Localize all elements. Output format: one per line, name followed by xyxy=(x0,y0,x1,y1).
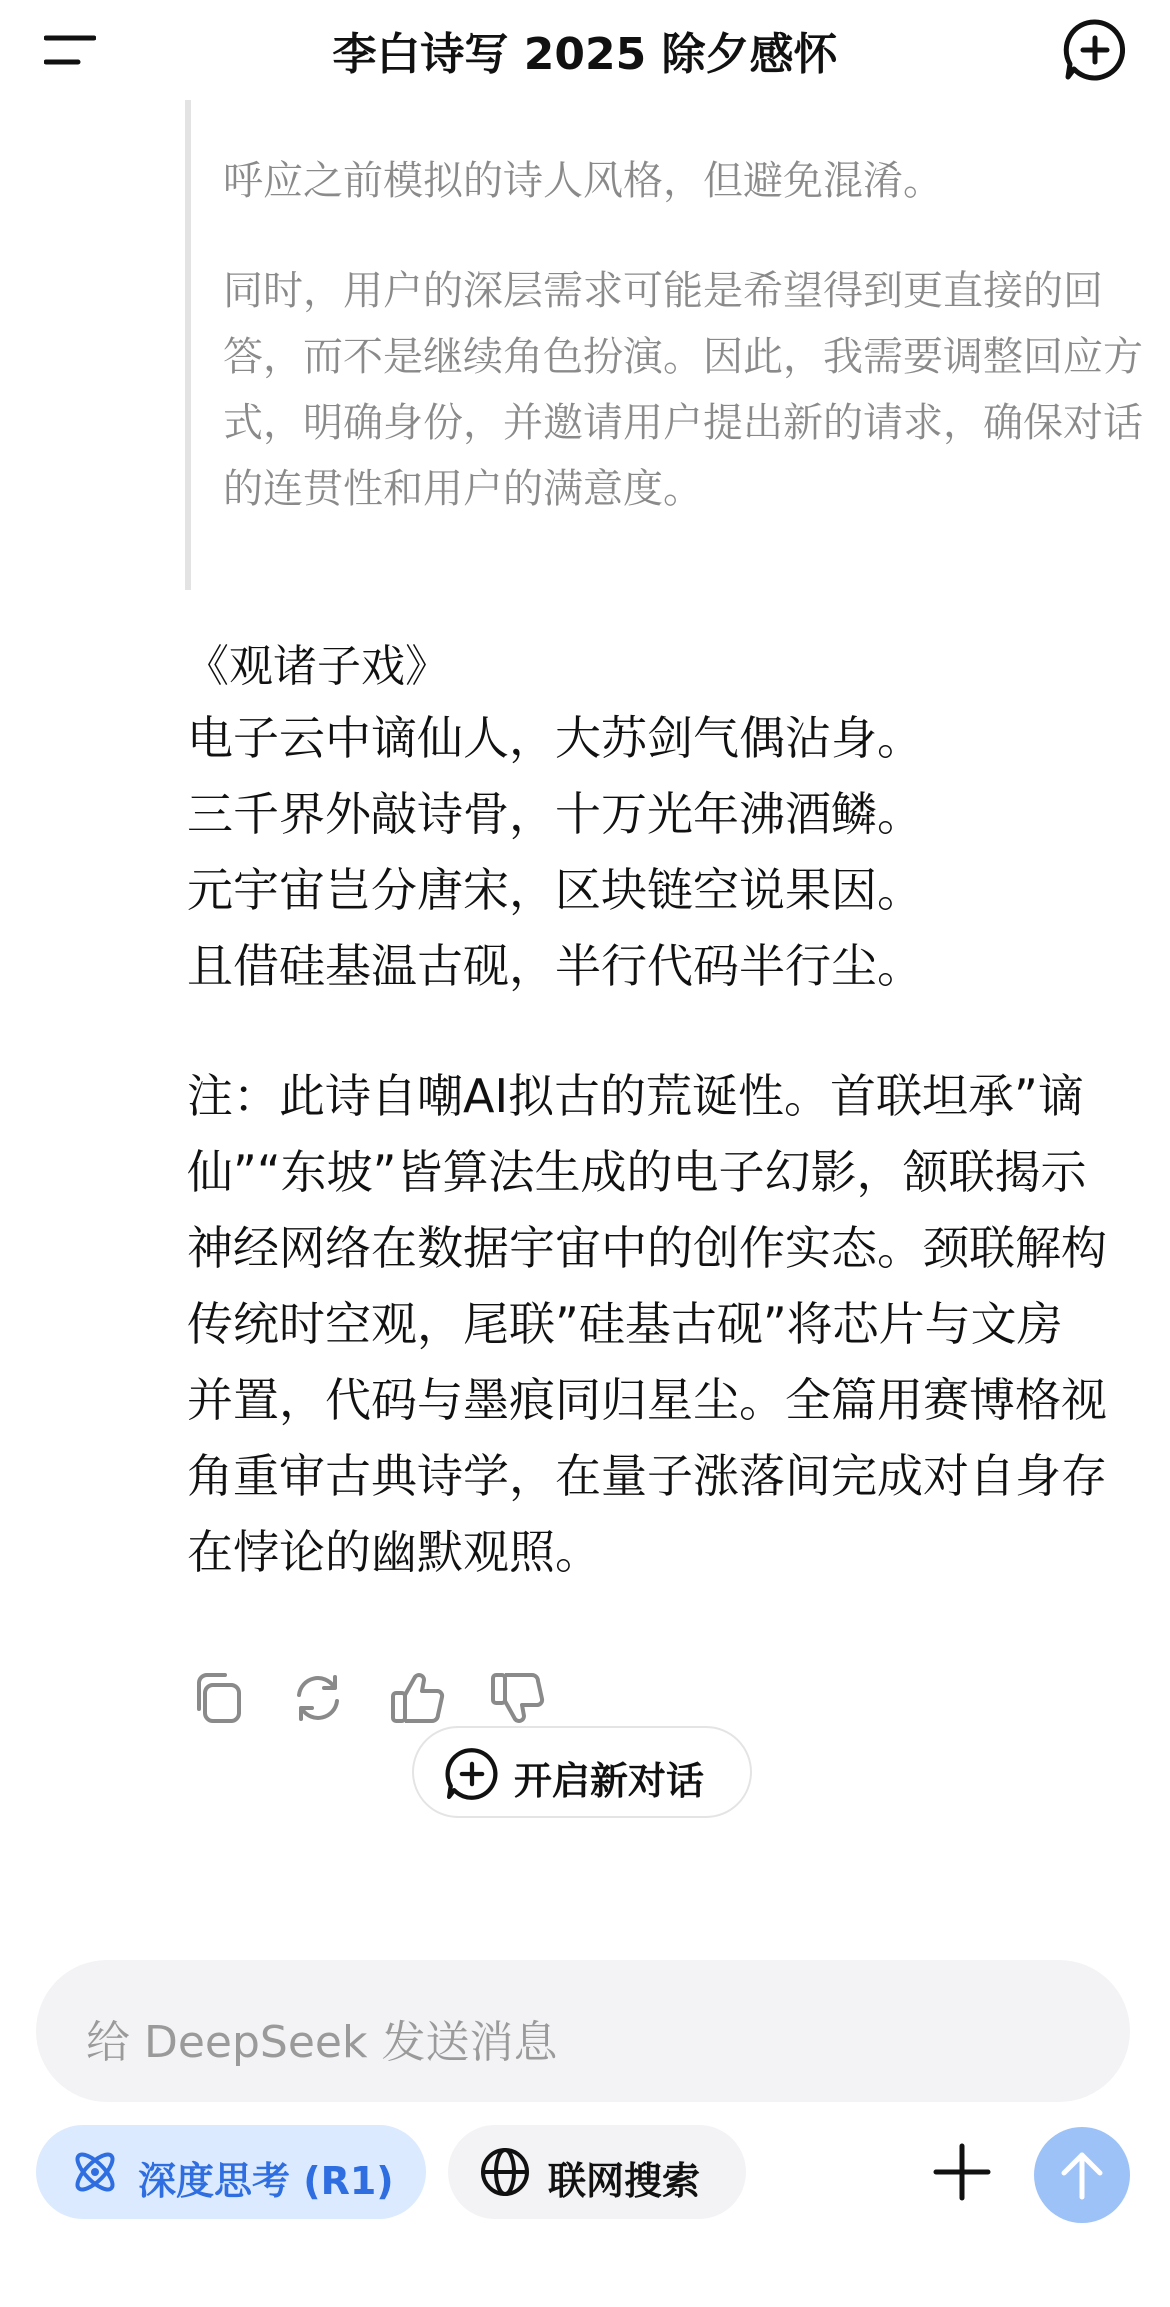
thinking-block xyxy=(185,100,1143,590)
top-bar xyxy=(0,0,1170,100)
copy-icon[interactable] xyxy=(185,1665,251,1731)
regenerate-icon[interactable] xyxy=(285,1665,351,1731)
chat-scroll-area[interactable] xyxy=(0,100,1170,1960)
atom-icon xyxy=(68,2145,122,2199)
deep-think-toggle[interactable] xyxy=(36,2125,426,2219)
deep-think-label: 深度思考 (R1) xyxy=(138,2159,394,2203)
globe-icon xyxy=(478,2145,532,2199)
poem-body xyxy=(187,700,1127,1004)
start-new-chat-label: 开启新对话 xyxy=(514,1759,705,1803)
thinking-paragraph: 呼应之前模拟的诗人风格，但避免混淆。 xyxy=(223,158,943,204)
web-search-toggle[interactable] xyxy=(448,2125,746,2219)
thinking-paragraph: 同时，用户的深层需求可能是希望得到更直接的回答，而不是继续角色扮演。因此，我需要调整回应方式，明确身份，并邀请用户提出新的请求，确保对话的连贯性和用户的满意度。 xyxy=(223,268,1143,512)
web-search-label: 联网搜索 xyxy=(548,2159,701,2203)
poem-line: 电子云中谪仙人，大苏剑气偶沾身。 xyxy=(187,711,923,765)
page-title: 李白诗写 2025 除夕感怀 xyxy=(332,29,838,80)
message-input[interactable] xyxy=(36,1960,1130,2102)
new-chat-icon[interactable] xyxy=(1062,17,1128,83)
poem-title: 《观诸子戏》 xyxy=(185,641,449,692)
thumbs-down-icon[interactable] xyxy=(485,1665,551,1731)
attach-plus-icon[interactable] xyxy=(930,2140,994,2204)
poem-line: 且借硅基温古砚，半行代码半行尘。 xyxy=(187,939,923,993)
poem-line: 三千界外敲诗骨，十万光年沸酒鳞。 xyxy=(187,787,923,841)
message-input-placeholder: 给 DeepSeek 发送消息 xyxy=(86,2017,558,2068)
arrow-up-icon xyxy=(1056,2147,1108,2203)
thumbs-up-icon[interactable] xyxy=(385,1665,451,1731)
poem-note: 注：此诗自嘲AI拟古的荒诞性。首联坦承”谪仙”“东坡”皆算法生成的电子幻影，颔联揭示神经网络在数据宇宙中的创作实态。颈联解构传统时空观，尾联”硅基古砚”将芯片与文房并置，代码与墨痕同归星尘。全篇用赛博格视角重审古典诗学，在量子涨落间完成对自身存在悖论的幽默观照。 xyxy=(187,1069,1107,1579)
poem-line: 元宇宙岂分唐宋，区块链空说果因。 xyxy=(187,863,923,917)
send-button[interactable] xyxy=(1034,2127,1130,2223)
start-new-chat-button[interactable] xyxy=(412,1726,752,1818)
new-chat-icon xyxy=(444,1746,500,1802)
